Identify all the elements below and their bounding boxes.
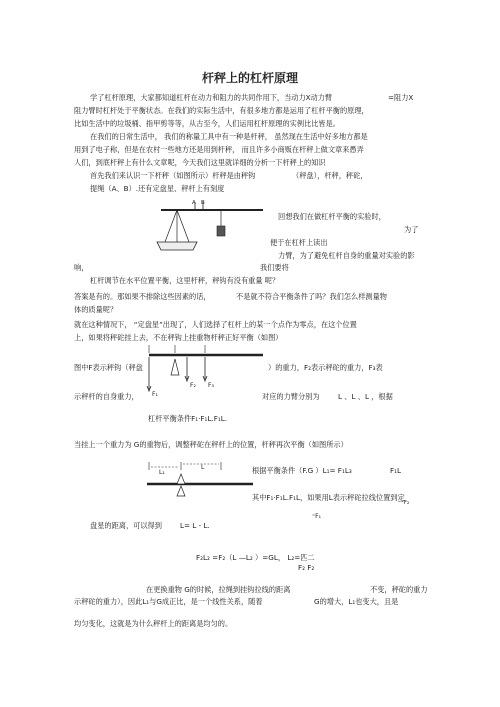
- para-1-line-1-end: =阻力X: [388, 93, 414, 102]
- eq-line-2: 其中F₁·F₁L.F₁L，如果用L表示秤砣拉线位置到定: [252, 493, 405, 502]
- eq-line-1-end: F₁L: [390, 466, 402, 475]
- eq-main: F₂L₂ =F₂（L —L₂ ）=GL， L₂=匹二: [196, 553, 315, 562]
- label-a: A: [192, 200, 196, 206]
- para-3-line-2: 提绳（A、B）.还有定盘星、秤杆上有刻度: [90, 184, 225, 193]
- para-1-line-2: 阻力臂时杠杆处于平衡状态。在我们的实际生活中，有很多地方都是运用了杠杆平衡的原理，: [74, 106, 369, 115]
- right-line-5-end: 我们要将: [260, 263, 289, 272]
- fulcrum-top: [177, 474, 185, 484]
- eq-line-1: 根据平衡条件（F.G ）L₁= F₁L₃: [252, 466, 352, 475]
- para-1-line-3: 比如生活中的垃圾桶、指甲剪等等，从古至今，人们运用杠杆原理的实例比比皆是。: [74, 119, 340, 128]
- label-f2: F₂: [190, 382, 196, 389]
- fig2-line-2-mid: 对应的力臂分别为: [262, 392, 320, 401]
- para-1-line-1: 学了杠杆原理，大家都知道杠杆在动力和阻力的共同作用下，当动力X动力臂: [90, 93, 333, 102]
- para-4: 杠杆调节在水平位置平衡，这里杆秤，秤钩有没有重量 呢？: [90, 276, 280, 285]
- para-8-line-2: 示秤砣的重力），因此L₁与G成正比，是一个线性关系，随着: [74, 597, 263, 606]
- loaded-balance-figure: [145, 460, 255, 508]
- right-line-3: 便于在杠杆上读出: [270, 238, 328, 247]
- pan-string-right: [177, 210, 189, 242]
- balance-condition: 杠杆平衡条件F₁·F₁L.F₁L.: [148, 414, 228, 423]
- right-line-1: 回想我们在做杠杆平衡的实验时，: [278, 212, 386, 221]
- para-5-line-1-end: 不是就不符合平衡条件了吗？我们怎么样测量物: [236, 292, 387, 301]
- para-8-line-2-end: G的增大，L₁也变大，且是: [314, 597, 399, 606]
- fig2-line-1-end: ）的重力，F₂表示秤砣的重力，F₃表: [268, 363, 383, 372]
- para-8-line-1-end: 不变，秤砣的重力: [370, 585, 428, 594]
- eq-line-4-start: 盘星的距离，可以得到: [90, 521, 162, 530]
- fulcrum-bottom: [177, 486, 185, 496]
- para-5-line-1: 答案是有的。那如果不排除这些因素的话，: [74, 292, 211, 301]
- para-7: 当挂上一个重力为 G的重物后，调整秤砣在秤杆上的位置，杆秤再次平衡（如图所示）: [74, 440, 348, 449]
- counterweight: [217, 226, 225, 236]
- zero-balance-figure: [145, 345, 265, 401]
- para-9: 均匀变化，这就是为什么秤杆上的距离是均匀的。: [74, 619, 233, 628]
- page-title: 杆秤上的杠杆原理: [201, 71, 298, 85]
- eq-line-3: ⁼F₁: [312, 513, 322, 520]
- label-f3: F₃: [208, 382, 214, 389]
- fulcrum: [171, 359, 179, 375]
- label-f1: F₁: [152, 391, 158, 398]
- steelyard-figure: [155, 200, 265, 255]
- para-2-line-1: 在我们的日常生活中， 我们的称量工具中有一种是杆秤， 虽然现在生活中好多地方都是: [90, 132, 368, 141]
- label-l: L: [201, 464, 205, 471]
- para-6-line-2: 上，如果将秤砣挂上去，不在秤钩上挂重物杆秤正好平衡（如图）: [74, 333, 283, 342]
- para-3-line-1: 首先我们来认识一下杆秤（如图所示）杆秤是由秤钩: [90, 171, 256, 180]
- right-line-2: 为了: [404, 225, 419, 234]
- fig2-line-1-start: 图中F表示秤钩（秤盘: [74, 363, 143, 372]
- pan-string-left: [165, 210, 177, 242]
- para-2-line-3: 人们，到底杆秤上有什么文章呢，今天我们这里就详细的分析一下杆秤上的知识: [74, 158, 326, 167]
- para-2-line-2: 用到了电子称，但是在农村一些地方还是用到杆秤， 而且许多小商贩在杆秤上做文章来愚弄: [74, 145, 364, 154]
- label-b: B: [201, 200, 205, 206]
- para-8-line-1: 在更换重物 G的时候，拉绳到挂钩拉线的距离: [146, 585, 291, 594]
- para-5-line-2: 体的质量呢？: [74, 305, 118, 314]
- label-l1: L₁: [159, 469, 165, 476]
- right-line-5-start: 响，: [74, 263, 89, 272]
- scale-pan: [157, 242, 197, 250]
- right-line-4: 力臂，为了避免杠杆自身的重量对实验的影: [278, 251, 415, 260]
- para-3-line-1-end: （秤盘），杆秤，秤砣，: [292, 171, 368, 180]
- eq-line-4-end: L= L - L.: [180, 521, 210, 530]
- eq-line-2-sub: ⁼⁼F₂: [398, 500, 410, 506]
- fig2-line-2-start: 示秤杆的自身重力，: [74, 392, 139, 401]
- para-6-line-1: 就在这种情况下， “定盘星”出现了，人们选择了杠杆上的某一个点作为零点，在这个位置: [74, 320, 357, 329]
- eq-main-denominator: F₂ F₂: [298, 563, 315, 572]
- fig2-line-2-end: L 、L 、L ，根据: [338, 392, 393, 401]
